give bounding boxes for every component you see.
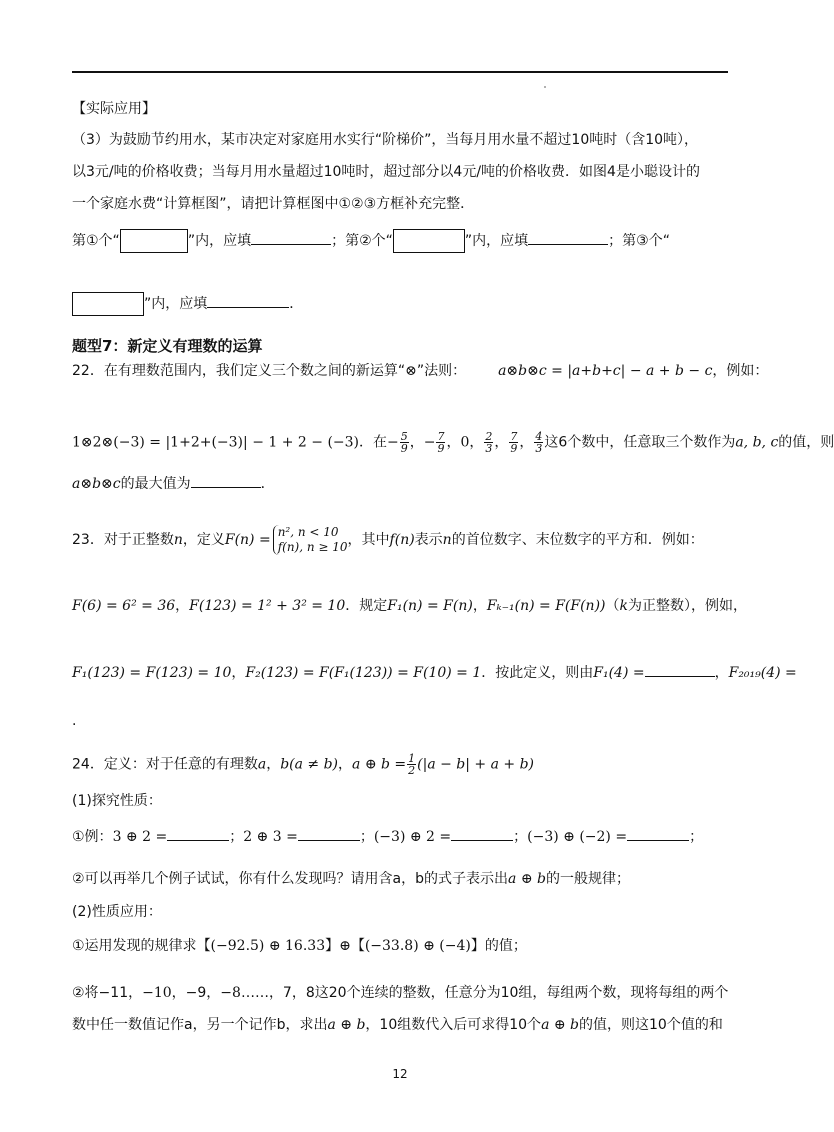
answer-blank-q22[interactable] [191, 473, 261, 488]
fraction-7-9: $\frac{7}{9}$ [510, 430, 518, 455]
section-label: 【实际应用】 [72, 101, 156, 117]
answer-blank-e4[interactable] [627, 826, 689, 841]
page-number: 12 [392, 1067, 408, 1081]
q24-part2: (2)性质应用： [72, 904, 162, 920]
q23-line2: F(6) = 6² = 36，F(123) = 1² + 3² = 10．规定F₁(n) = F(n)，Fₖ₋₁(n) = F(F(n))（k为正整数），例如， [72, 598, 747, 614]
answer-blank-1[interactable] [251, 230, 331, 245]
answer-blank-q23-1[interactable] [645, 662, 715, 677]
p3-line5: ”内，应填 ． [72, 292, 303, 316]
speck [544, 86, 546, 88]
q22-example: 1⊗2⊗(−3) = |1+2+(−3)| − 1 + 2 − (−3) [72, 434, 360, 451]
header-rule [72, 71, 728, 73]
q22-formula: a⊗b⊗c = |a+b+c| − a + b − c [498, 363, 713, 379]
answer-blank-e1[interactable] [167, 826, 229, 841]
p3-line3: 一个家庭水费“计算框图”，请把计算框图中①②③方框补充完整． [72, 196, 475, 212]
q23-line3: F₁(123) = F(123) = 10，F₂(123) = F(F₁(123)) = F(10) = 1．按此定义，则由F₁(4) = ，F₂₀₁₉(4) = [72, 662, 797, 683]
q24-q3: ①运用发现的规律求【(−92.5) ⊕ 16.33】⊕【(−33.8) ⊕ (−4)】的值； [72, 938, 527, 954]
p3-line4: 第①个“ ”内，应填 ；第②个“ ”内，应填 ；第③个“ [72, 229, 670, 253]
answer-blank-e2[interactable] [298, 826, 360, 841]
q22-line3: a⊗b⊗c的最大值为 ． [72, 473, 275, 494]
fraction-neg-5-9: $\frac{5}{9}$ [400, 430, 408, 455]
answer-blank-e3[interactable] [451, 826, 513, 841]
section-heading-7: 题型7：新定义有理数的运算 [72, 337, 263, 355]
fraction-4-3: $\frac{4}{3}$ [535, 430, 543, 455]
q23-end: . [72, 713, 77, 729]
answer-blank-3[interactable] [207, 293, 289, 308]
fraction-2-3: $\frac{2}{3}$ [485, 430, 493, 455]
q24-examples: ①例：3 ⊕ 2 = ；2 ⊕ 3 = ；(−3) ⊕ 2 = ；(−3) ⊕ (−2) = ； [72, 826, 703, 847]
fraction-1-2: $\frac{1}{2}$ [408, 752, 416, 777]
q24-q2: ②可以再举几个例子试试，你有什么发现吗？请用含a，b的式子表示出a ⊕ b的一般规律； [72, 871, 630, 887]
q23-line1: 23．对于正整数n，定义F(n) = n², n < 10 f(n), n ≥ 10 ，其中f(n)表示n的首位数字、末位数字的平方和．例如： [72, 525, 704, 554]
answer-blank-2[interactable] [528, 230, 608, 245]
answer-box-2[interactable] [393, 229, 465, 253]
q24-part1: (1)探究性质： [72, 793, 162, 809]
answer-box-1[interactable] [120, 229, 188, 253]
q22-line1: 22．在有理数范围内，我们定义三个数之间的新运算“⊗”法则： a⊗b⊗c = |a+b+c| − a + b − c，例如： [72, 363, 769, 379]
p3-line1: （3）为鼓励节约用水，某市决定对家庭用水实行“阶梯价”，当每月用水量不超过10吨时（含10吨）， [72, 132, 699, 148]
fraction-neg-7-9: $\frac{7}{9}$ [437, 430, 445, 455]
q24-q4: ②将−11，−10，−9，−8……，7，8这20个连续的整数，任意分为10组，每组两个数，现将每组的两个 [72, 985, 729, 1001]
p3-line2: 以3元/吨的价格收费；当每月用水量超过10吨时，超过部分以4元/吨的价格收费．如图4是小聪设计的 [72, 164, 700, 180]
answer-box-3[interactable] [72, 292, 144, 316]
q24-q5: 数中任一数值记作a，另一个记作b，求出a ⊕ b，10组数代入后可求得10个a ⊕ b的值，则这10个值的和 [72, 1017, 723, 1033]
q24-line1: 24．定义：对于任意的有理数a，b(a ≠ b)，a ⊕ b = $\frac{1}{2}$ (|a − b| + a + b) [72, 752, 535, 777]
q22-line2: 1⊗2⊗(−3) = |1+2+(−3)| − 1 + 2 − (−3)．在− $\frac{5}{9}$ ，− $\frac{7}{9}$ ，0， $\frac{2}{3}$ ， $\frac{7}{9}$ ， $\frac{4}{3}$ 这6个数中，任意取三个数作为a, b, c的值，则 [72, 430, 834, 455]
piecewise-cases: n², n < 10 f(n), n ≥ 10 [273, 525, 348, 555]
